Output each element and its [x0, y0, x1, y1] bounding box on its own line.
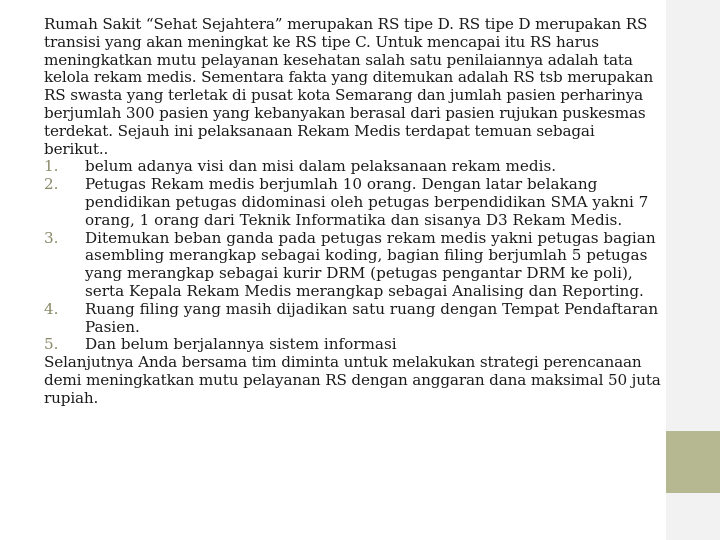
list-item [44, 301, 662, 337]
sidebar-segment-top [666, 0, 720, 431]
list-number: 1. [44, 157, 59, 176]
list-number: 5. [44, 335, 59, 354]
list-item [44, 176, 662, 229]
intro-paragraph: Rumah Sakit “Sehat Sejahtera” merupakan RS tipe D. RS tipe D merupakan RS transisi yang akan meningkat ke RS tipe C. Untuk mencapai itu RS harus meningkatkan mutu pelayanan kesehatan salah satu penilaiannya adalah tata kelola rekam medis. Sementara fakta yang ditemukan adalah RS tsb merupakan RS swasta yang terletak di pusat kota Semarang dan jumlah pasien perharinya berjumlah 300 pasien yang kebanyakan berasal dari pasien rujukan puskesmas terdekat. Sejauh ini pelaksanaan Rekam Medis terdapat temuan sebagai berikut.. [44, 15, 654, 158]
list-number: 4. [44, 299, 59, 318]
list-number: 2. [44, 175, 59, 194]
list-number: 3. [44, 228, 59, 247]
list-text: belum adanya visi dan misi dalam pelaksanaan rekam medis. [85, 157, 557, 176]
slide-content [44, 16, 662, 408]
sidebar-segment-bottom [666, 493, 720, 540]
list-item [44, 158, 662, 176]
list-text: Ditemukan beban ganda pada petugas rekam medis yakni petugas bagian asembling merangkap sebagai koding, bagian filing berjumlah 5 petugas yang merangkap sebagai kurir DRM (petugas pengantar DRM ke poli), serta Kepala Rekam Medis merangkap sebagai Analising dan Reporting. [85, 228, 656, 300]
closing-paragraph: Selanjutnya Anda bersama tim diminta untuk melakukan strategi perencanaan demi meningkatkan mutu pelayanan RS dengan anggaran dana maksimal 50 juta rupiah. [44, 353, 661, 407]
list-item [44, 230, 662, 301]
list-text: Dan belum berjalannya sistem informasi [85, 335, 397, 354]
list-text: Petugas Rekam medis berjumlah 10 orang. Dengan latar belakang pendidikan petugas didominasi oleh petugas berpendidikan SMA yakni 7 orang, 1 orang dari Teknik Informatika dan sisanya D3 Rekam Medis. [85, 175, 649, 229]
sidebar-accent-block [666, 431, 720, 493]
decorative-sidebar [666, 0, 720, 540]
list-text: Ruang filing yang masih dijadikan satu ruang dengan Tempat Pendaftaran Pasien. [85, 299, 659, 336]
list-item [44, 336, 662, 354]
